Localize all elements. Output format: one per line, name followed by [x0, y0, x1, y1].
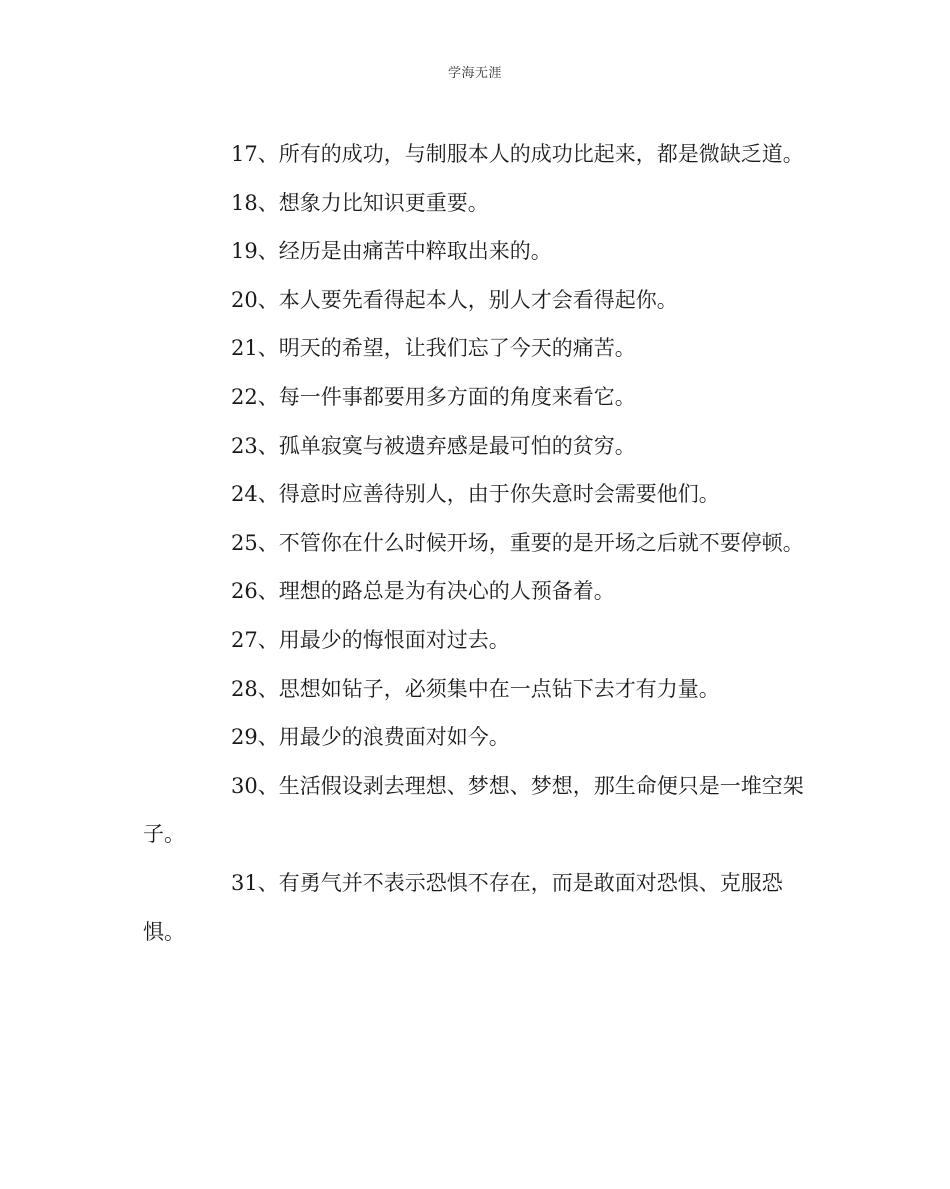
quote-17: 17、所有的成功，与制服本人的成功比起来，都是微缺乏道。 [231, 142, 804, 166]
quote-18: 18、想象力比知识更重要。 [231, 190, 489, 215]
quote-25: 25、不管你在什么时候开场，重要的是开场之后就不要停顿。 [231, 530, 804, 555]
quote-19: 19、经历是由痛苦中粹取出来的。 [231, 239, 552, 264]
quote-29: 29、用最少的浪费面对如今。 [231, 725, 510, 750]
quote-23: 23、孤单寂寞与被遗弃感是最可怕的贫穷。 [231, 433, 636, 458]
quote-30: 30、生活假设剥去理想、梦想、梦想，那生命便只是一堆空架子。 [143, 773, 804, 847]
quote-22: 22、每一件事都要用多方面的角度来看它。 [231, 384, 636, 409]
page-header: 学海无涯 [447, 66, 502, 81]
document-body [143, 130, 808, 956]
quote-31: 31、有勇气并不表示恐惧不存在，而是敢面对恐惧、克服恐惧。 [143, 870, 783, 944]
quote-28: 28、思想如钻子，必须集中在一点钻下去才有力量。 [231, 676, 720, 701]
quote-26: 26、理想的路总是为有决心的人预备着。 [231, 579, 615, 604]
quote-24: 24、得意时应善待别人，由于你失意时会需要他们。 [231, 482, 720, 507]
quote-20: 20、本人要先看得起本人，别人才会看得起你。 [231, 287, 678, 312]
quote-21: 21、明天的希望，让我们忘了今天的痛苦。 [231, 336, 636, 361]
quote-27: 27、用最少的悔恨面对过去。 [231, 627, 510, 652]
